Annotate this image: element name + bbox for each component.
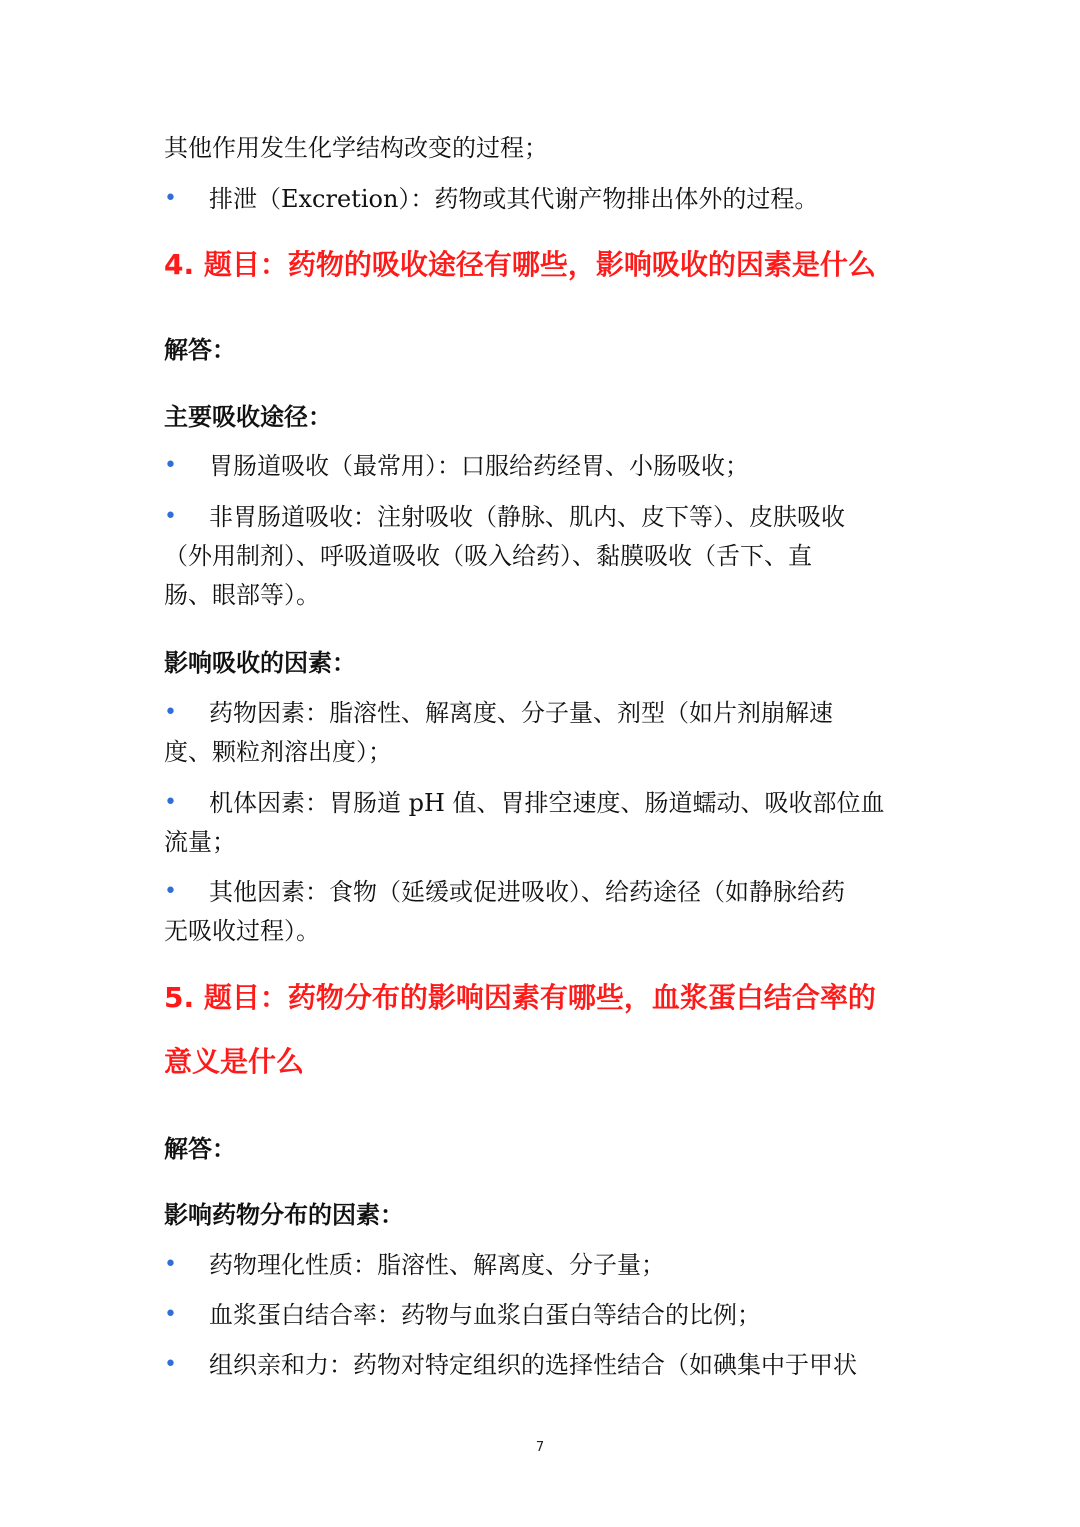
q5-answer-label: 解答： [164,1135,236,1163]
route-2-line-3: 肠、眼部等）。 [164,581,320,609]
factor-2-line-2: 流量； [164,828,236,856]
bullet-icon: • [164,1352,177,1377]
page-number: 7 [535,1440,545,1455]
bullet-icon: • [164,1302,177,1327]
factor-3-line-1: 其他因素：食物（延缓或促进吸收）、给药途径（如静脉给药 [209,878,845,906]
intro-line: 其他作用发生化学结构改变的过程； [164,134,548,162]
bullet-icon: • [164,1252,177,1277]
route-1: 胃肠道吸收（最常用）：口服给药经胃、小肠吸收； [209,452,749,480]
bullet-icon: • [164,700,177,725]
bullet-icon: • [164,879,177,904]
q5-factor-3: 组织亲和力：药物对特定组织的选择性结合（如碘集中于甲状 [209,1351,857,1379]
route-2-line-1: 非胃肠道吸收：注射吸收（静脉、肌内、皮下等）、皮肤吸收 [209,503,845,531]
q5-factor-2: 血浆蛋白结合率：药物与血浆白蛋白等结合的比例； [209,1301,761,1329]
bullet-icon: • [164,790,177,815]
q5-heading-line-1: 5. 题目：药物分布的影响因素有哪些，血浆蛋白结合率的 [164,981,876,1014]
q5-factors-title: 影响药物分布的因素： [164,1201,404,1229]
excretion-bullet: 排泄（Excretion）：药物或其代谢产物排出体外的过程。 [209,185,819,213]
factor-1-line-1: 药物因素：脂溶性、解离度、分子量、剂型（如片剂崩解速 [209,699,833,727]
bullet-icon: • [164,453,177,478]
route-2-line-2: （外用制剂）、呼吸道吸收（吸入给药）、黏膜吸收（舌下、直 [164,542,812,570]
q4-answer-label: 解答： [164,336,236,364]
q4-routes-title: 主要吸收途径： [164,403,332,431]
factor-3-line-2: 无吸收过程）。 [164,917,320,945]
q4-heading: 4. 题目：药物的吸收途径有哪些，影响吸收的因素是什么 [164,248,876,281]
q5-heading-line-2: 意义是什么 [164,1045,305,1078]
q5-factor-1: 药物理化性质：脂溶性、解离度、分子量； [209,1251,665,1279]
bullet-icon: • [164,186,177,211]
q4-factors-title: 影响吸收的因素： [164,649,356,677]
bullet-icon: • [164,504,177,529]
factor-1-line-2: 度、颗粒剂溶出度）； [164,738,392,766]
factor-2-line-1: 机体因素：胃肠道 pH 值、胃排空速度、肠道蠕动、吸收部位血 [209,789,885,817]
